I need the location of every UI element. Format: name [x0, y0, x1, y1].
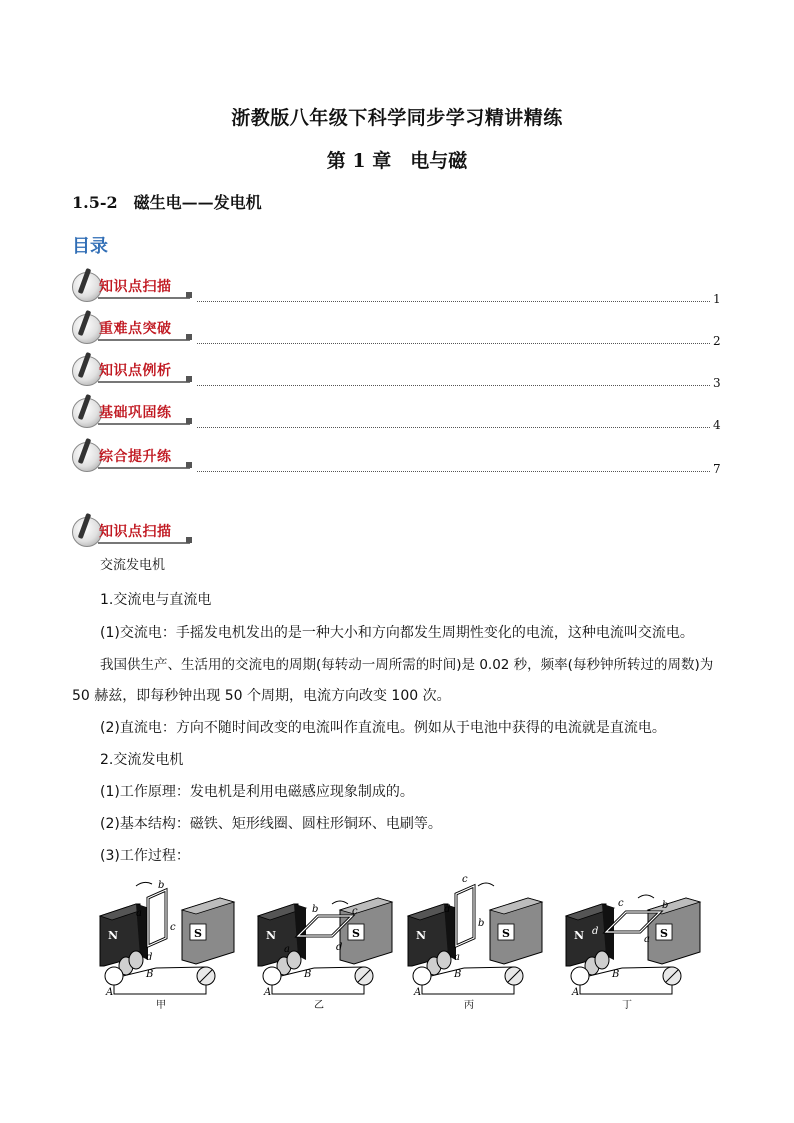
paragraph: 2.交流发电机: [100, 752, 184, 768]
toc-leader-dots: [197, 343, 710, 344]
toc-item-3[interactable]: [72, 354, 722, 390]
svg-text:A: A: [106, 987, 114, 998]
generator-diagram: [96, 876, 716, 1011]
toc-item-label: 综合提升练: [99, 449, 172, 465]
svg-text:d: d: [336, 942, 343, 953]
svg-text:a: a: [136, 908, 142, 919]
paragraph: 我国供生产、生活用的交流电的周期(每转动一周所需的时间)是 0.02 秒，频率(每秒钟所转过的周数)为: [100, 657, 714, 673]
svg-text:A: A: [572, 987, 580, 998]
svg-text:d: d: [592, 926, 599, 937]
section-badge: [72, 515, 202, 551]
svg-text:c: c: [618, 898, 624, 909]
svg-text:d: d: [444, 904, 451, 915]
svg-text:c: c: [170, 922, 176, 933]
toc-badge: [72, 270, 197, 304]
magnet-s-label: S: [352, 927, 360, 940]
svg-text:b: b: [312, 904, 319, 915]
svg-text:c: c: [352, 906, 358, 917]
svg-text:B: B: [146, 969, 154, 980]
svg-text:A: A: [264, 987, 272, 998]
svg-text:a: a: [284, 944, 290, 955]
toc-item-1[interactable]: [72, 270, 722, 306]
svg-text:b: b: [158, 880, 165, 891]
paragraph: (1)工作原理：发电机是利用电磁感应现象制成的。: [100, 784, 414, 800]
toc-item-label: 知识点例析: [99, 363, 172, 379]
toc-badge: [72, 396, 197, 430]
svg-text:B: B: [454, 969, 462, 980]
svg-text:a: a: [644, 934, 650, 945]
chapter-title: 第 1 章 电与磁: [326, 150, 468, 172]
toc-page-number: 4: [713, 418, 721, 432]
toc-item-4[interactable]: [72, 396, 722, 432]
document-title: 浙教版八年级下科学同步学习精讲精练: [231, 107, 563, 129]
toc-page-number: 7: [713, 462, 721, 476]
toc-leader-dots: [197, 427, 710, 428]
toc-heading: 目录: [72, 236, 108, 257]
svg-text:b: b: [478, 918, 485, 929]
topic-heading: 交流发电机: [100, 558, 166, 573]
paragraph: (3)工作过程：: [100, 848, 190, 864]
toc-item-label: 知识点扫描: [99, 279, 172, 295]
toc-item-label: 重难点突破: [99, 321, 172, 337]
svg-text:d: d: [146, 952, 153, 963]
section-title: 1.5-2 磁生电——发电机: [72, 193, 262, 212]
panel-caption: 丙: [464, 1000, 474, 1011]
panel-caption: 乙: [314, 1000, 324, 1011]
toc-leader-dots: [197, 385, 710, 386]
toc-leader-dots: [197, 301, 710, 302]
magnet-s-label: S: [660, 927, 668, 940]
magnet-n-label: N: [266, 929, 277, 942]
magnet-s-label: S: [502, 927, 510, 940]
magnet-s-label: S: [194, 927, 202, 940]
toc-leader-dots: [197, 471, 710, 472]
toc-badge: [72, 312, 197, 346]
toc-item-2[interactable]: [72, 312, 722, 348]
magnet-n-label: N: [108, 929, 119, 942]
svg-text:A: A: [414, 987, 422, 998]
panel-caption: 丁: [622, 1000, 632, 1011]
paragraph: 1.交流电与直流电: [100, 592, 212, 608]
toc-badge: [72, 440, 197, 474]
svg-text:b: b: [662, 900, 669, 911]
magnet-n-label: N: [416, 929, 427, 942]
svg-text:c: c: [462, 876, 468, 885]
toc-badge: [72, 354, 197, 388]
toc-page-number: 2: [713, 334, 721, 348]
paragraph: 50 赫兹，即每秒钟出现 50 个周期，电流方向改变 100 次。: [72, 688, 451, 704]
section-badge-label: 知识点扫描: [99, 524, 172, 540]
toc-page-number: 1: [713, 292, 721, 306]
svg-text:B: B: [612, 969, 620, 980]
toc-item-5[interactable]: [72, 440, 722, 476]
svg-text:a: a: [454, 952, 460, 963]
toc-item-label: 基础巩固练: [99, 405, 172, 421]
magnet-n-label: N: [574, 929, 585, 942]
paragraph: (1)交流电：手摇发电机发出的是一种大小和方向都发生周期性变化的电流，这种电流叫交流电。: [100, 625, 694, 641]
paragraph: (2)直流电：方向不随时间改变的电流叫作直流电。例如从于电池中获得的电流就是直流电。: [100, 720, 666, 736]
toc-page-number: 3: [713, 376, 721, 390]
paragraph: (2)基本结构：磁铁、矩形线圈、圆柱形铜环、电刷等。: [100, 816, 442, 832]
svg-text:B: B: [304, 969, 312, 980]
panel-caption: 甲: [156, 1000, 166, 1011]
